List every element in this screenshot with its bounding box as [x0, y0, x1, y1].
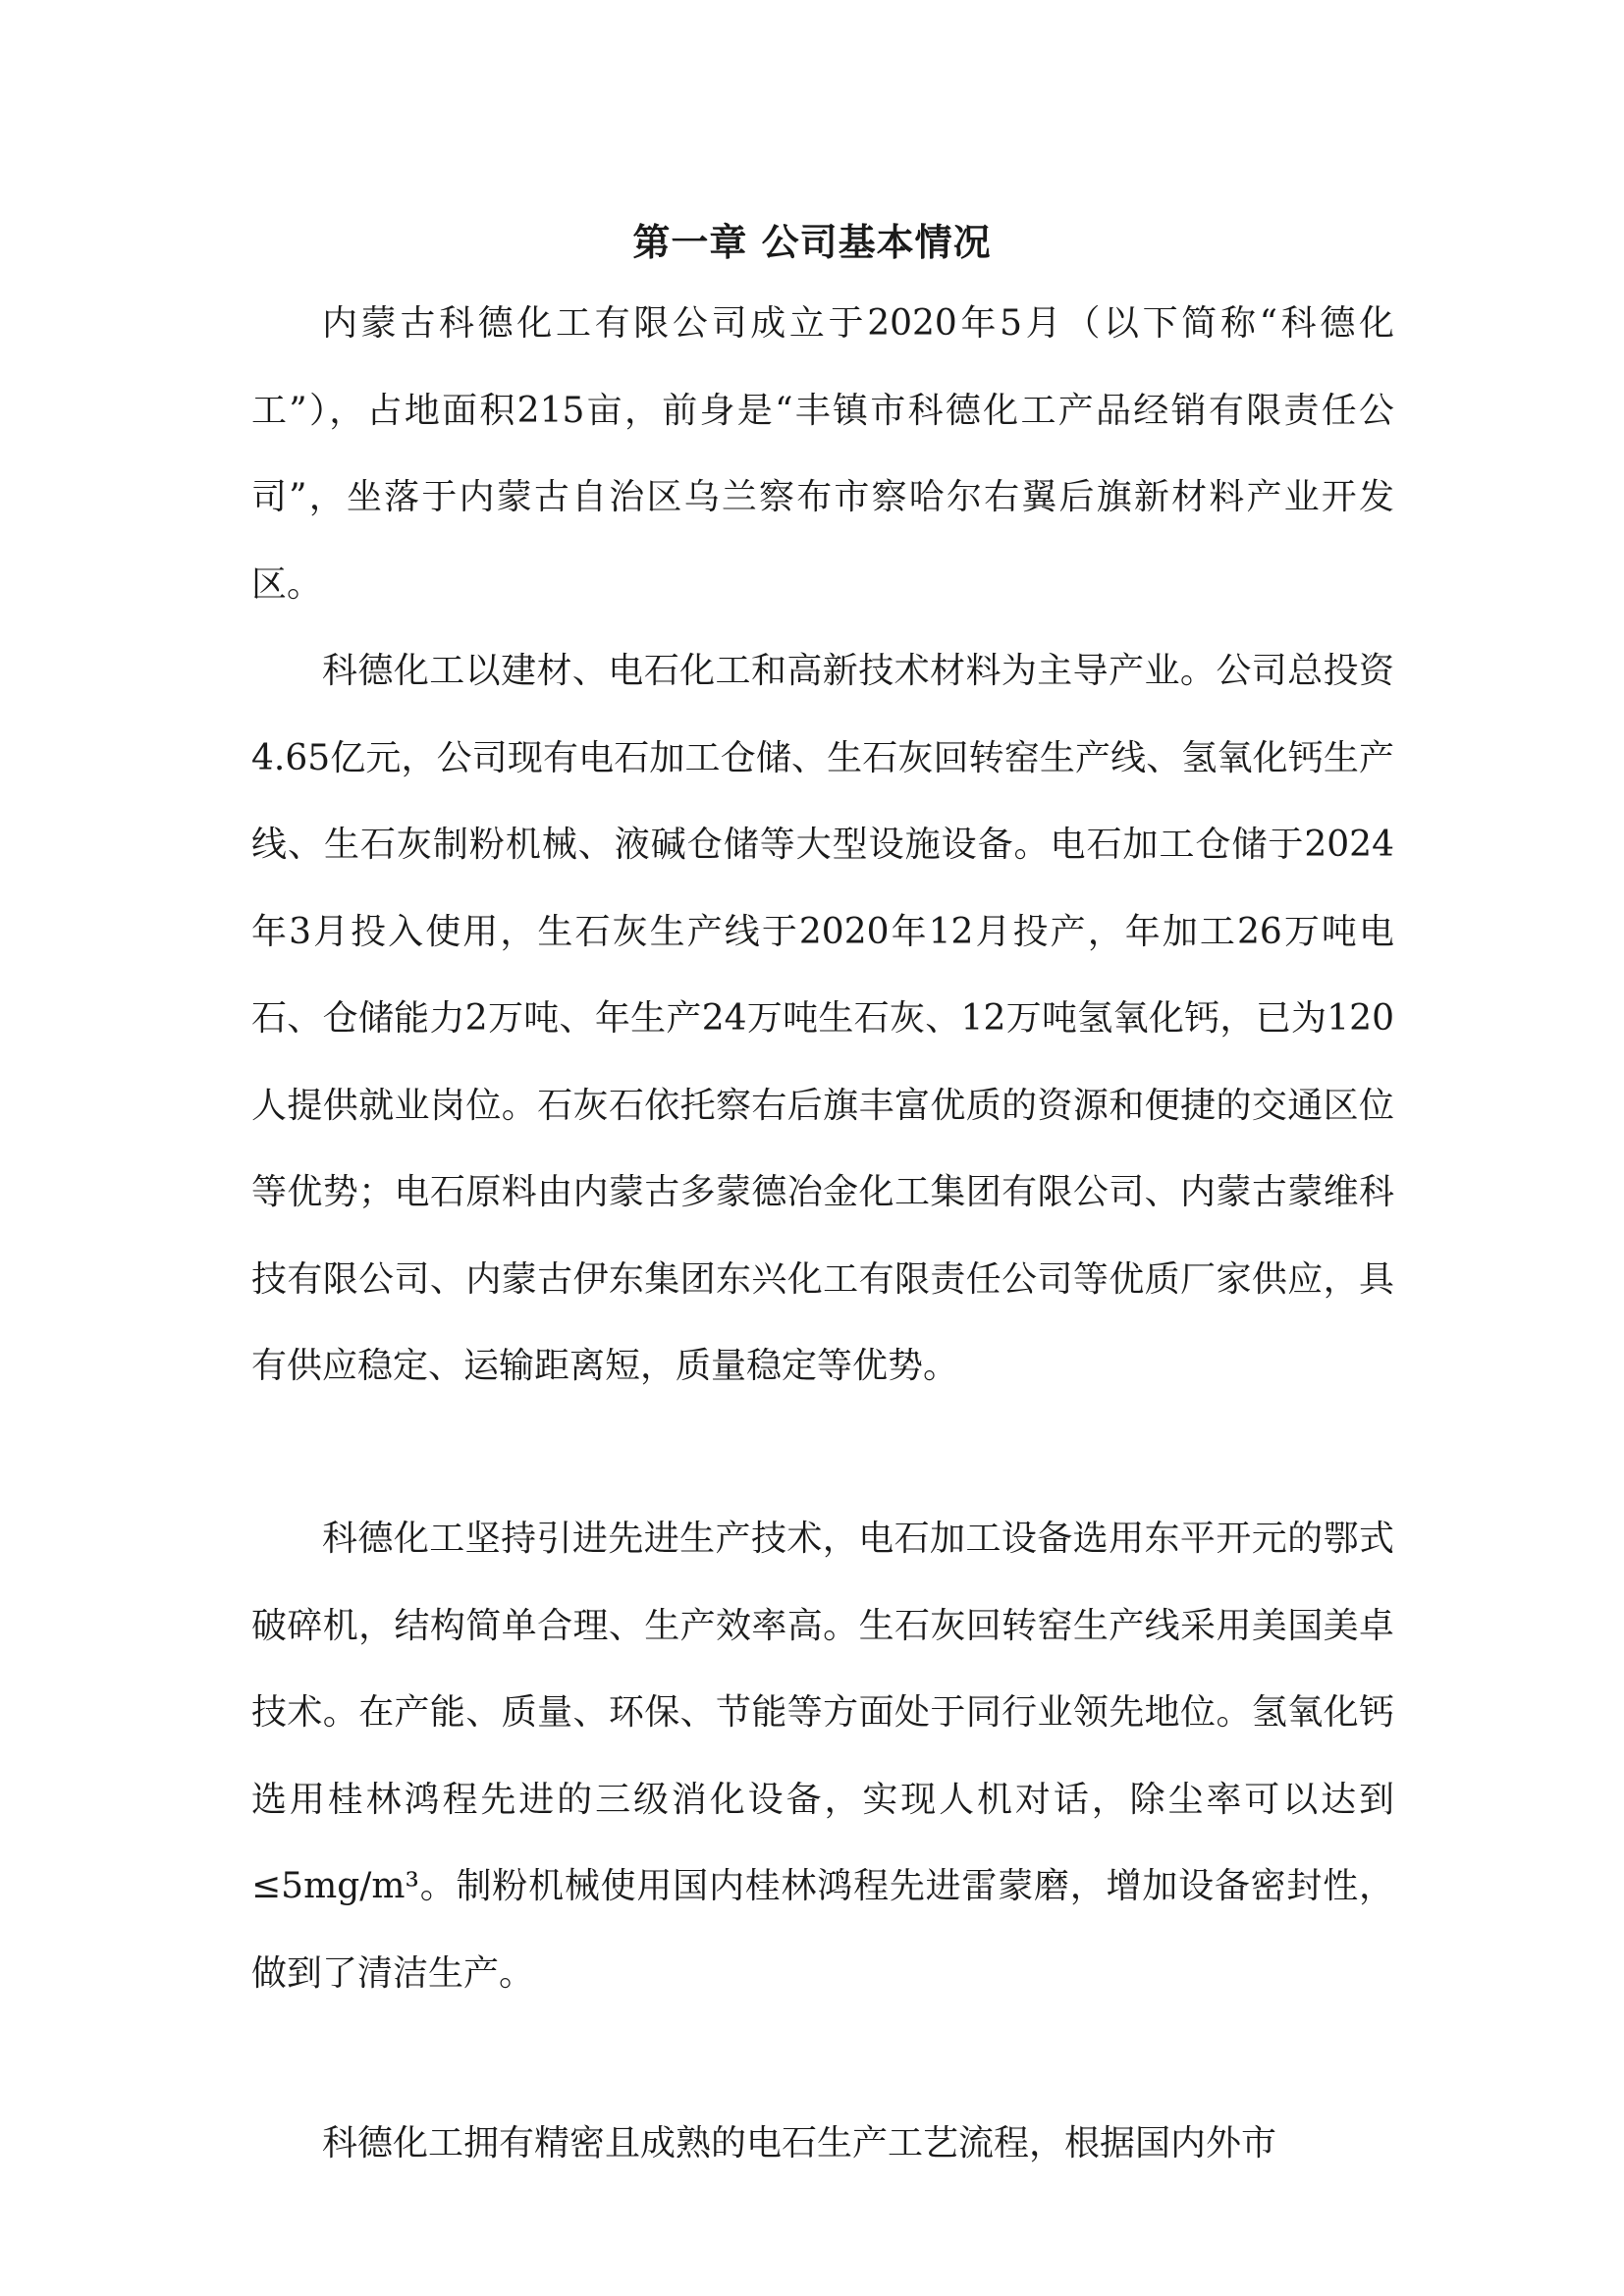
paragraph-company-founding: 内蒙古科德化工有限公司成立于2020年5月（以下简称“科德化工”），占地面积215亩，前身是“丰镇市科德化工产品经销有限责任公司”，坐落于内蒙古自治区乌兰察布市察哈尔右翼后旗新材料产业开发区。	[251, 303, 1394, 605]
body-text-2	[251, 628, 1394, 1411]
body-text-4	[251, 2101, 1394, 2188]
body-text-3	[251, 1496, 1394, 2017]
chapter-title: 第一章 公司基本情况	[632, 220, 992, 264]
paragraph-industry-investment: 科德化工以建材、电石化工和高新技术材料为主导产业。公司总投资4.65亿元，公司现有电石加工仓储、生石灰回转窑生产线、氢氧化钙生产线、生石灰制粉机械、液碱仓储等大型设施设备。电石加工仓储于2024年3月投入使用，生石灰生产线于2020年12月投产，年加工26万吨电石、仓储能力2万吨、年生产24万吨生石灰、12万吨氢氧化钙，已为120人提供就业岗位。石灰石依托察右后旗丰富优质的资源和便捷的交通区位等优势；电石原料由内蒙古多蒙德冶金化工集团有限公司、内蒙古蒙维科技有限公司、内蒙古伊东集团东兴化工有限责任公司等优质厂家供应，具有供应稳定、运输距离短，质量稳定等优势。	[251, 651, 1394, 1386]
paragraph-technology: 科德化工坚持引进先进生产技术，电石加工设备选用东平开元的鄂式破碎机，结构简单合理、生产效率高。生石灰回转窑生产线采用美国美卓技术。在产能、质量、环保、节能等方面处于同行业领先地位。氢氧化钙选用桂林鸿程先进的三级消化设备，实现人机对话，除尘率可以达到≤5mg/m³。制粉机械使用国内桂林鸿程先进雷蒙磨，增加设备密封性，做到了清洁生产。	[251, 1519, 1394, 1994]
paragraph-process: 科德化工拥有精密且成熟的电石生产工艺流程，根据国内外市	[322, 2123, 1277, 2163]
body-text	[251, 281, 1394, 628]
